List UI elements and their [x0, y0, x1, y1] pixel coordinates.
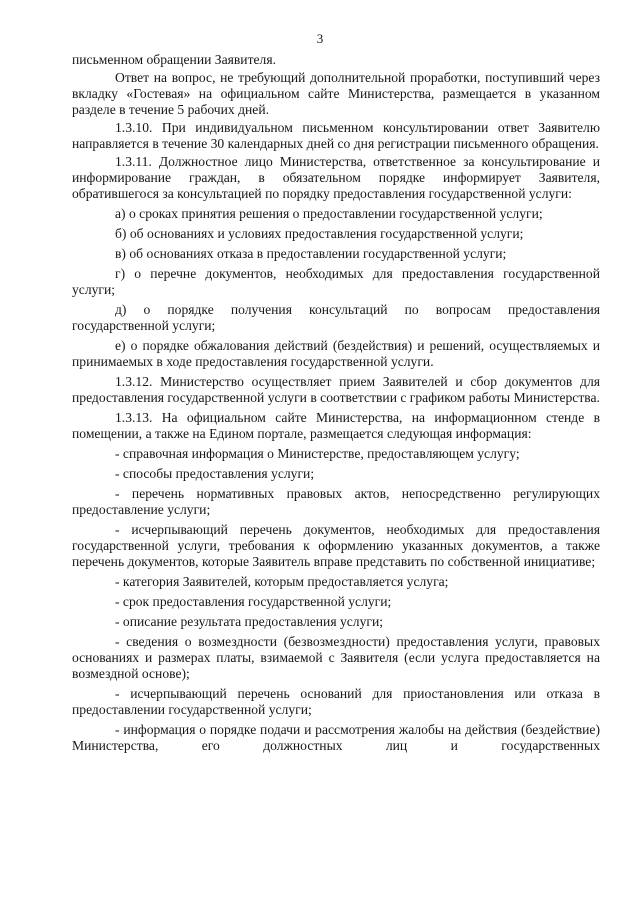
list-item: - перечень нормативных правовых актов, непосредственно регулирующих предоставление услуги; [72, 486, 600, 517]
list-item: г) о перечне документов, необходимых для предоставления государственной услуги; [72, 266, 600, 297]
list-item: - категория Заявителей, которым предоставляется услуга; [115, 574, 449, 589]
list-item: е) о порядке обжалования действий (бездействия) и решений, осуществляемых и принимаемых в ходе предоставления государственной услуги. [72, 338, 600, 369]
list-item: - исчерпывающий перечень оснований для приостановления или отказа в предоставлении государственной услуги; [72, 686, 600, 717]
paragraph: 1.3.11. Должностное лицо Министерства, ответственное за консультирование и информирование граждан, в обязательном порядке информирует Заявителя, обратившегося за консультацией по порядку предоставления государственной услуги: [72, 154, 600, 201]
page-number: 3 [316, 31, 324, 46]
paragraph: 1.3.13. На официальном сайте Министерства, на информационном стенде в помещении, а также на Едином портале, размещается следующая информация: [72, 410, 600, 441]
list-item: - способы предоставления услуги; [115, 466, 315, 481]
document-body [72, 52, 600, 754]
list-item: б) об основаниях и условиях предоставления государственной услуги; [115, 226, 524, 241]
list-item: в) об основаниях отказа в предоставлении государственной услуги; [115, 246, 507, 261]
list-item: - описание результата предоставления услуги; [115, 614, 384, 629]
paragraph: письменном обращении Заявителя. [72, 52, 276, 67]
list-item: д) о порядке получения консультаций по вопросам предоставления государственной услуги; [72, 302, 600, 333]
list-item: - информация о порядке подачи и рассмотрения жалобы на действия (бездействие) Министерства, его должностных лиц и государственных [72, 722, 600, 753]
paragraph: 1.3.10. При индивидуальном письменном консультировании ответ Заявителю направляется в течение 30 календарных дней со дня регистрации письменного обращения. [72, 120, 600, 151]
paragraph: Ответ на вопрос, не требующий дополнительной проработки, поступивший через вкладку «Гостевая» на официальном сайте Министерства, размещается в указанном разделе в течение 5 рабочих дней. [72, 70, 600, 117]
list-item: - справочная информация о Министерстве, предоставляющем услугу; [115, 446, 520, 461]
list-item: - исчерпывающий перечень документов, необходимых для предоставления государственной услуги, требования к оформлению указанных документов, а также перечень документов, которые Заявитель вправе представить по собственной инициативе; [72, 522, 600, 569]
list-item: - срок предоставления государственной услуги; [115, 594, 392, 609]
list-item: - сведения о возмездности (безвозмездности) предоставления услуги, правовых основаниях и размерах платы, взимаемой с Заявителя (если услуга предоставляется на возмездной основе); [72, 634, 600, 681]
paragraph: 1.3.12. Министерство осуществляет прием Заявителей и сбор документов для предоставления государственной услуги в соответствии с графиком работы Министерства. [72, 374, 600, 405]
list-item: а) о сроках принятия решения о предоставлении государственной услуги; [115, 206, 543, 221]
